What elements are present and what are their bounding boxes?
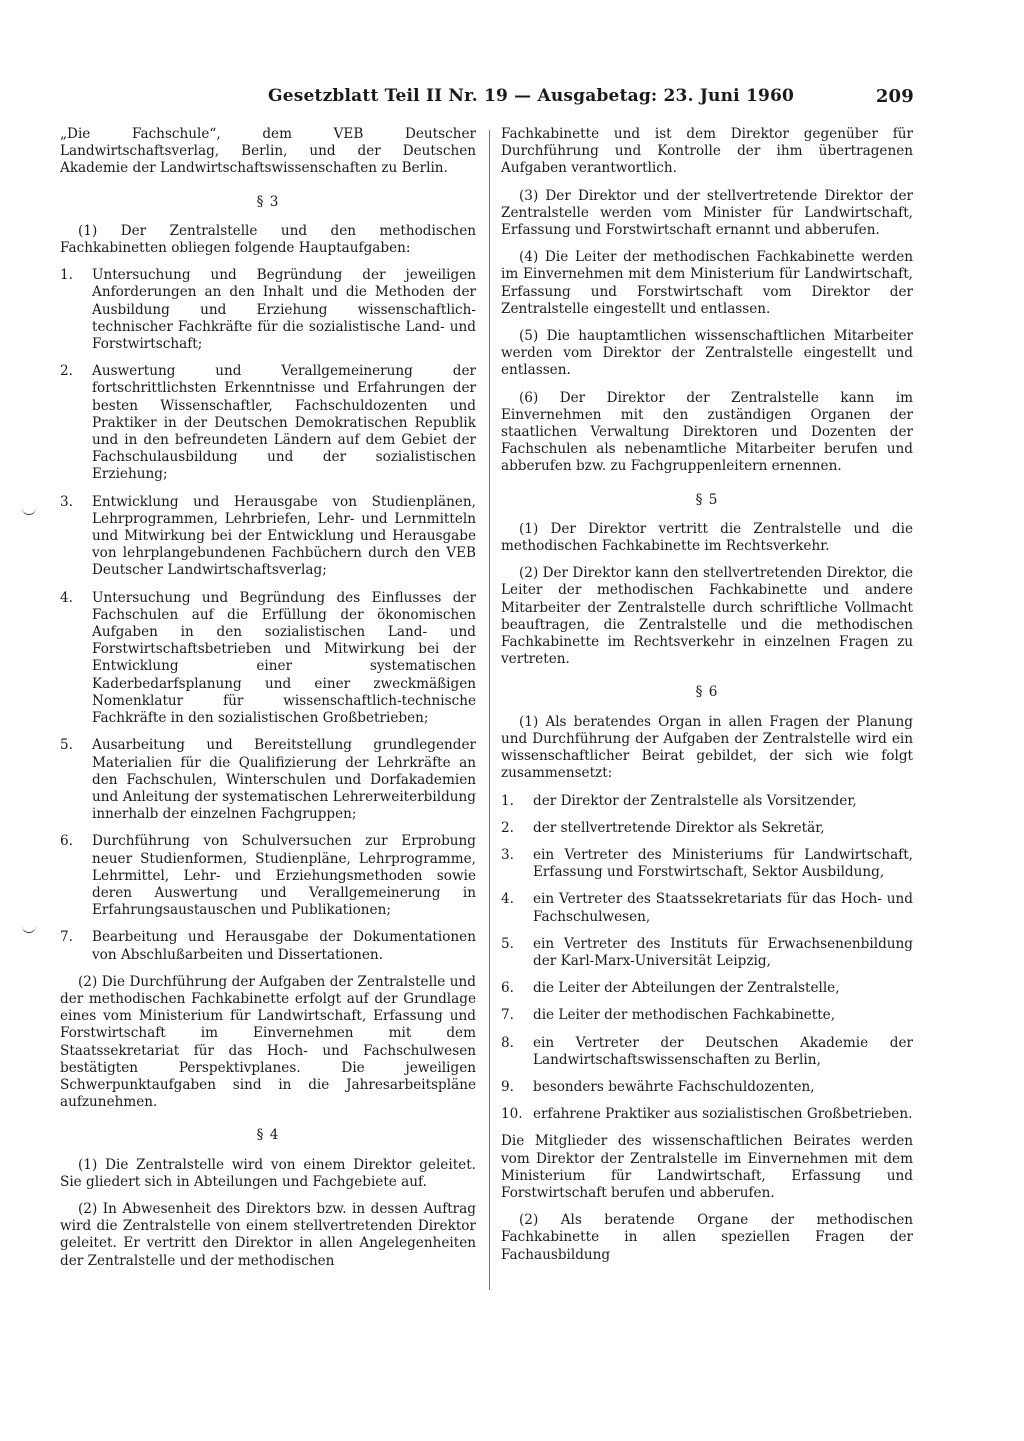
list-number: 3. [501,846,514,863]
list-item [501,820,913,837]
list-item [60,737,476,823]
list-item [60,929,476,963]
list-text: die Leiter der Abteilungen der Zentralstelle, [533,980,840,997]
list-number: 2. [60,363,73,380]
paragraph: (1) Der Zentralstelle und den methodischen Fachkabinetten obliegen folgende Hauptaufgaben: [60,222,476,257]
list-text: erfahrene Praktiker aus sozialistischen Großbetrieben. [533,1106,913,1123]
section-heading-4: § 4 [256,1127,280,1144]
list-item [501,980,913,997]
list-number: 4. [60,589,73,606]
paragraph: (5) Die hauptamtlichen wissenschaftlichen Mitarbeiter werden vom Direktor der Zentralstelle eingestellt und entlassen. [501,328,913,379]
paragraph: (2) Als beratende Organe der methodischen Fachkabinette in allen speziellen Fragen der Fachausbildung [501,1212,913,1263]
list-number: 10. [501,1106,523,1123]
list-text: Ausarbeitung und Bereitstellung grundlegender Materialien für die Qualifizierung der Lehrkräfte an den Fachschulen, Winterschulen und Dorfakademien und Anleitung der systematischen Lehrerweiterbildung innerhalb der einzelnen Fachgruppen; [92,737,476,823]
header-title: Gesetzblatt Teil II Nr. 19 — Ausgabetag: 23. Juni 1960 [268,86,795,106]
paragraph: Die Mitglieder des wissenschaftlichen Beirates werden vom Direktor der Zentralstelle im Einvernehmen mit dem Ministerium für Landwirtschaft, Erfassung und Forstwirtschaft berufen und abberufen. [501,1133,913,1201]
board-member-list [501,793,913,1124]
margin-mark [22,926,36,933]
column-divider [489,130,490,1290]
section-heading-5: § 5 [695,491,719,508]
list-number: 7. [60,929,73,946]
list-text: Auswertung und Verallgemeinerung der fortschrittlichsten Erkenntnisse und Erfahrungen der besten Wissenschaftler, Fachschuldozenten und Praktiker in der Deutschen Demokratischen Republik und in den befreundeten Ländern auf dem Gebiet der Fachschulausbildung und der sozialistischen Erziehung; [92,363,476,483]
page-header [268,84,914,110]
list-text: ein Vertreter der Deutschen Akademie der Landwirtschaftswissenschaften zu Berlin, [533,1034,913,1068]
list-text: ein Vertreter des Instituts für Erwachsenenbildung der Karl-Marx-Universität Leipzig, [533,935,913,969]
list-item [60,267,476,353]
paragraph: (3) Der Direktor und der stellvertretende Direktor der Zentralstelle werden vom Minister für Landwirtschaft, Erfassung und Forstwirtschaft ernannt und abberufen. [501,187,913,239]
paragraph: (2) Die Durchführung der Aufgaben der Zentralstelle und der methodischen Fachkabinette erfolgt auf der Grundlage eines vom Ministerium für Landwirtschaft, Erfassung und Forstwirtschaft im Einvernehmen mit dem Staatssekretariat für das Hoch- und Fachschulwesen bestätigten Perspektivplanes. Die jeweiligen Schwerpunktaufgaben sind in die Jahresarbeitspläne aufzunehmen. [60,973,476,1111]
list-item [60,494,476,580]
list-number: 4. [501,891,514,908]
list-text: der Direktor der Zentralstelle als Vorsitzender, [533,792,857,809]
paragraph: (1) Als beratendes Organ in allen Fragen der Planung und Durchführung der Aufgaben der Zentralstelle wird ein wissenschaftlicher Beirat gebildet, der sich wie folgt zusammensetzt: [501,713,913,782]
list-item [60,590,476,728]
list-text: besonders bewährte Fachschuldozenten, [533,1078,815,1095]
right-column [501,126,913,1274]
list-number: 6. [501,980,514,997]
left-column [60,126,476,1280]
page-number: 209 [875,86,914,107]
list-text: Entwicklung und Herausgabe von Studienplänen, Lehrprogrammen, Lehrbriefen, Lehr- und Lernmitteln und Mitwirkung bei der Entwicklung und Herausgabe von lehrplangebundenen Fachbüchern durch den VEB Deutscher Landwirtschaftsverlag; [92,493,476,579]
list-text: die Leiter der methodischen Fachkabinette, [533,1007,836,1024]
list-text: ein Vertreter des Ministeriums für Landwirtschaft, Erfassung und Forstwirtschaft, Sektor Ausbildung, [533,846,913,881]
list-text: Durchführung von Schulversuchen zur Erprobung neuer Studienformen, Studienpläne, Lehrprogramme, Lehrmittel, Lehr- und Erziehungsmethoden sowie deren Auswertung und Verallgemeinerung in Erfahrungsaustauschen und Publikationen; [92,833,476,919]
list-number: 5. [60,737,73,754]
paragraph: (1) Die Zentralstelle wird von einem Direktor geleitet. Sie gliedert sich in Abteilungen und Fachgebiete auf. [60,1156,476,1190]
list-item [501,891,913,925]
margin-mark [22,508,36,515]
continued-paragraph: Fachkabinette und ist dem Direktor gegenüber für Durchführung und Kontrolle der ihm übertragenen Aufgaben verantwortlich. [501,126,913,177]
list-text: der stellvertretende Direktor als Sekretär, [533,819,825,836]
list-number: 3. [60,493,73,510]
list-number: 1. [501,792,514,809]
list-item [60,833,476,919]
intro-paragraph: „Die Fachschule“, dem VEB Deutscher Landwirtschaftsverlag, Berlin, und der Deutschen Akademie der Landwirtschaftswissenschaften zu Berlin. [60,126,476,177]
list-item [501,847,913,881]
list-item [501,1106,913,1123]
list-text: ein Vertreter des Staatssekretariats für das Hoch- und Fachschulwesen, [533,891,913,925]
section-heading-6: § 6 [695,684,719,701]
list-number: 8. [501,1034,514,1051]
list-number: 9. [501,1078,514,1095]
list-text: Untersuchung und Begründung des Einflusses der Fachschulen auf die Erfüllung der ökonomischen Aufgaben in den sozialistischen Land- und Forstwirtschaftsbetrieben und Mitwirkung bei der Entwicklung einer systematischen Kaderbedarfsplanung und einer zweckmäßigen Nomenklatur für wissenschaftlich-technische Fachkräfte in den sozialistischen Großbetrieben; [92,589,476,727]
list-text: Untersuchung und Begründung der jeweiligen Anforderungen an den Inhalt und die Methoden der Ausbildung und Erziehung wissenschaftlich-technischer Fachkräfte für die sozialistische Land- und Forstwirtschaft; [92,267,476,353]
list-item [501,936,913,970]
section-heading-3: § 3 [256,193,280,210]
list-number: 7. [501,1007,514,1024]
paragraph: (6) Der Direktor der Zentralstelle kann im Einvernehmen mit den zuständigen Organen der staatlichen Verwaltung Direktoren und Dozenten der Fachschulen als nebenamtliche Mitarbeiter berufen und abberufen bzw. zu Fachgruppenleitern ernennen. [501,389,913,475]
list-number: 6. [60,833,73,850]
list-number: 2. [501,819,514,836]
list-item [501,1007,913,1024]
paragraph: (1) Der Direktor vertritt die Zentralstelle und die methodischen Fachkabinette im Rechtsverkehr. [501,520,913,555]
paragraph: (4) Die Leiter der methodischen Fachkabinette werden im Einvernehmen mit dem Ministerium für Landwirtschaft, Erfassung und Forstwirtschaft vom Direktor der Zentralstelle eingestellt und entlassen. [501,249,913,317]
list-number: 5. [501,935,514,952]
list-number: 1. [60,267,73,284]
list-item [501,1079,913,1096]
list-item [501,793,913,810]
task-list [60,267,476,964]
list-text: Bearbeitung und Herausgabe der Dokumentationen von Abschlußarbeiten und Dissertationen. [92,929,476,963]
list-item [501,1035,913,1069]
paragraph: (2) In Abwesenheit des Direktors bzw. in dessen Auftrag wird die Zentralstelle von einem stellvertretenden Direktor geleitet. Er vertritt den Direktor in allen Angelegenheiten der Zentralstelle und der methodischen [60,1200,476,1269]
list-item [60,363,476,483]
paragraph: (2) Der Direktor kann den stellvertretenden Direktor, die Leiter der methodischen Fachkabinette und andere Mitarbeiter der Zentralstelle durch schriftliche Vollmacht beauftragen, die Zentralstelle und die methodischen Fachkabinette im Rechtsverkehr in einzelnen Fragen zu vertreten. [501,565,913,668]
